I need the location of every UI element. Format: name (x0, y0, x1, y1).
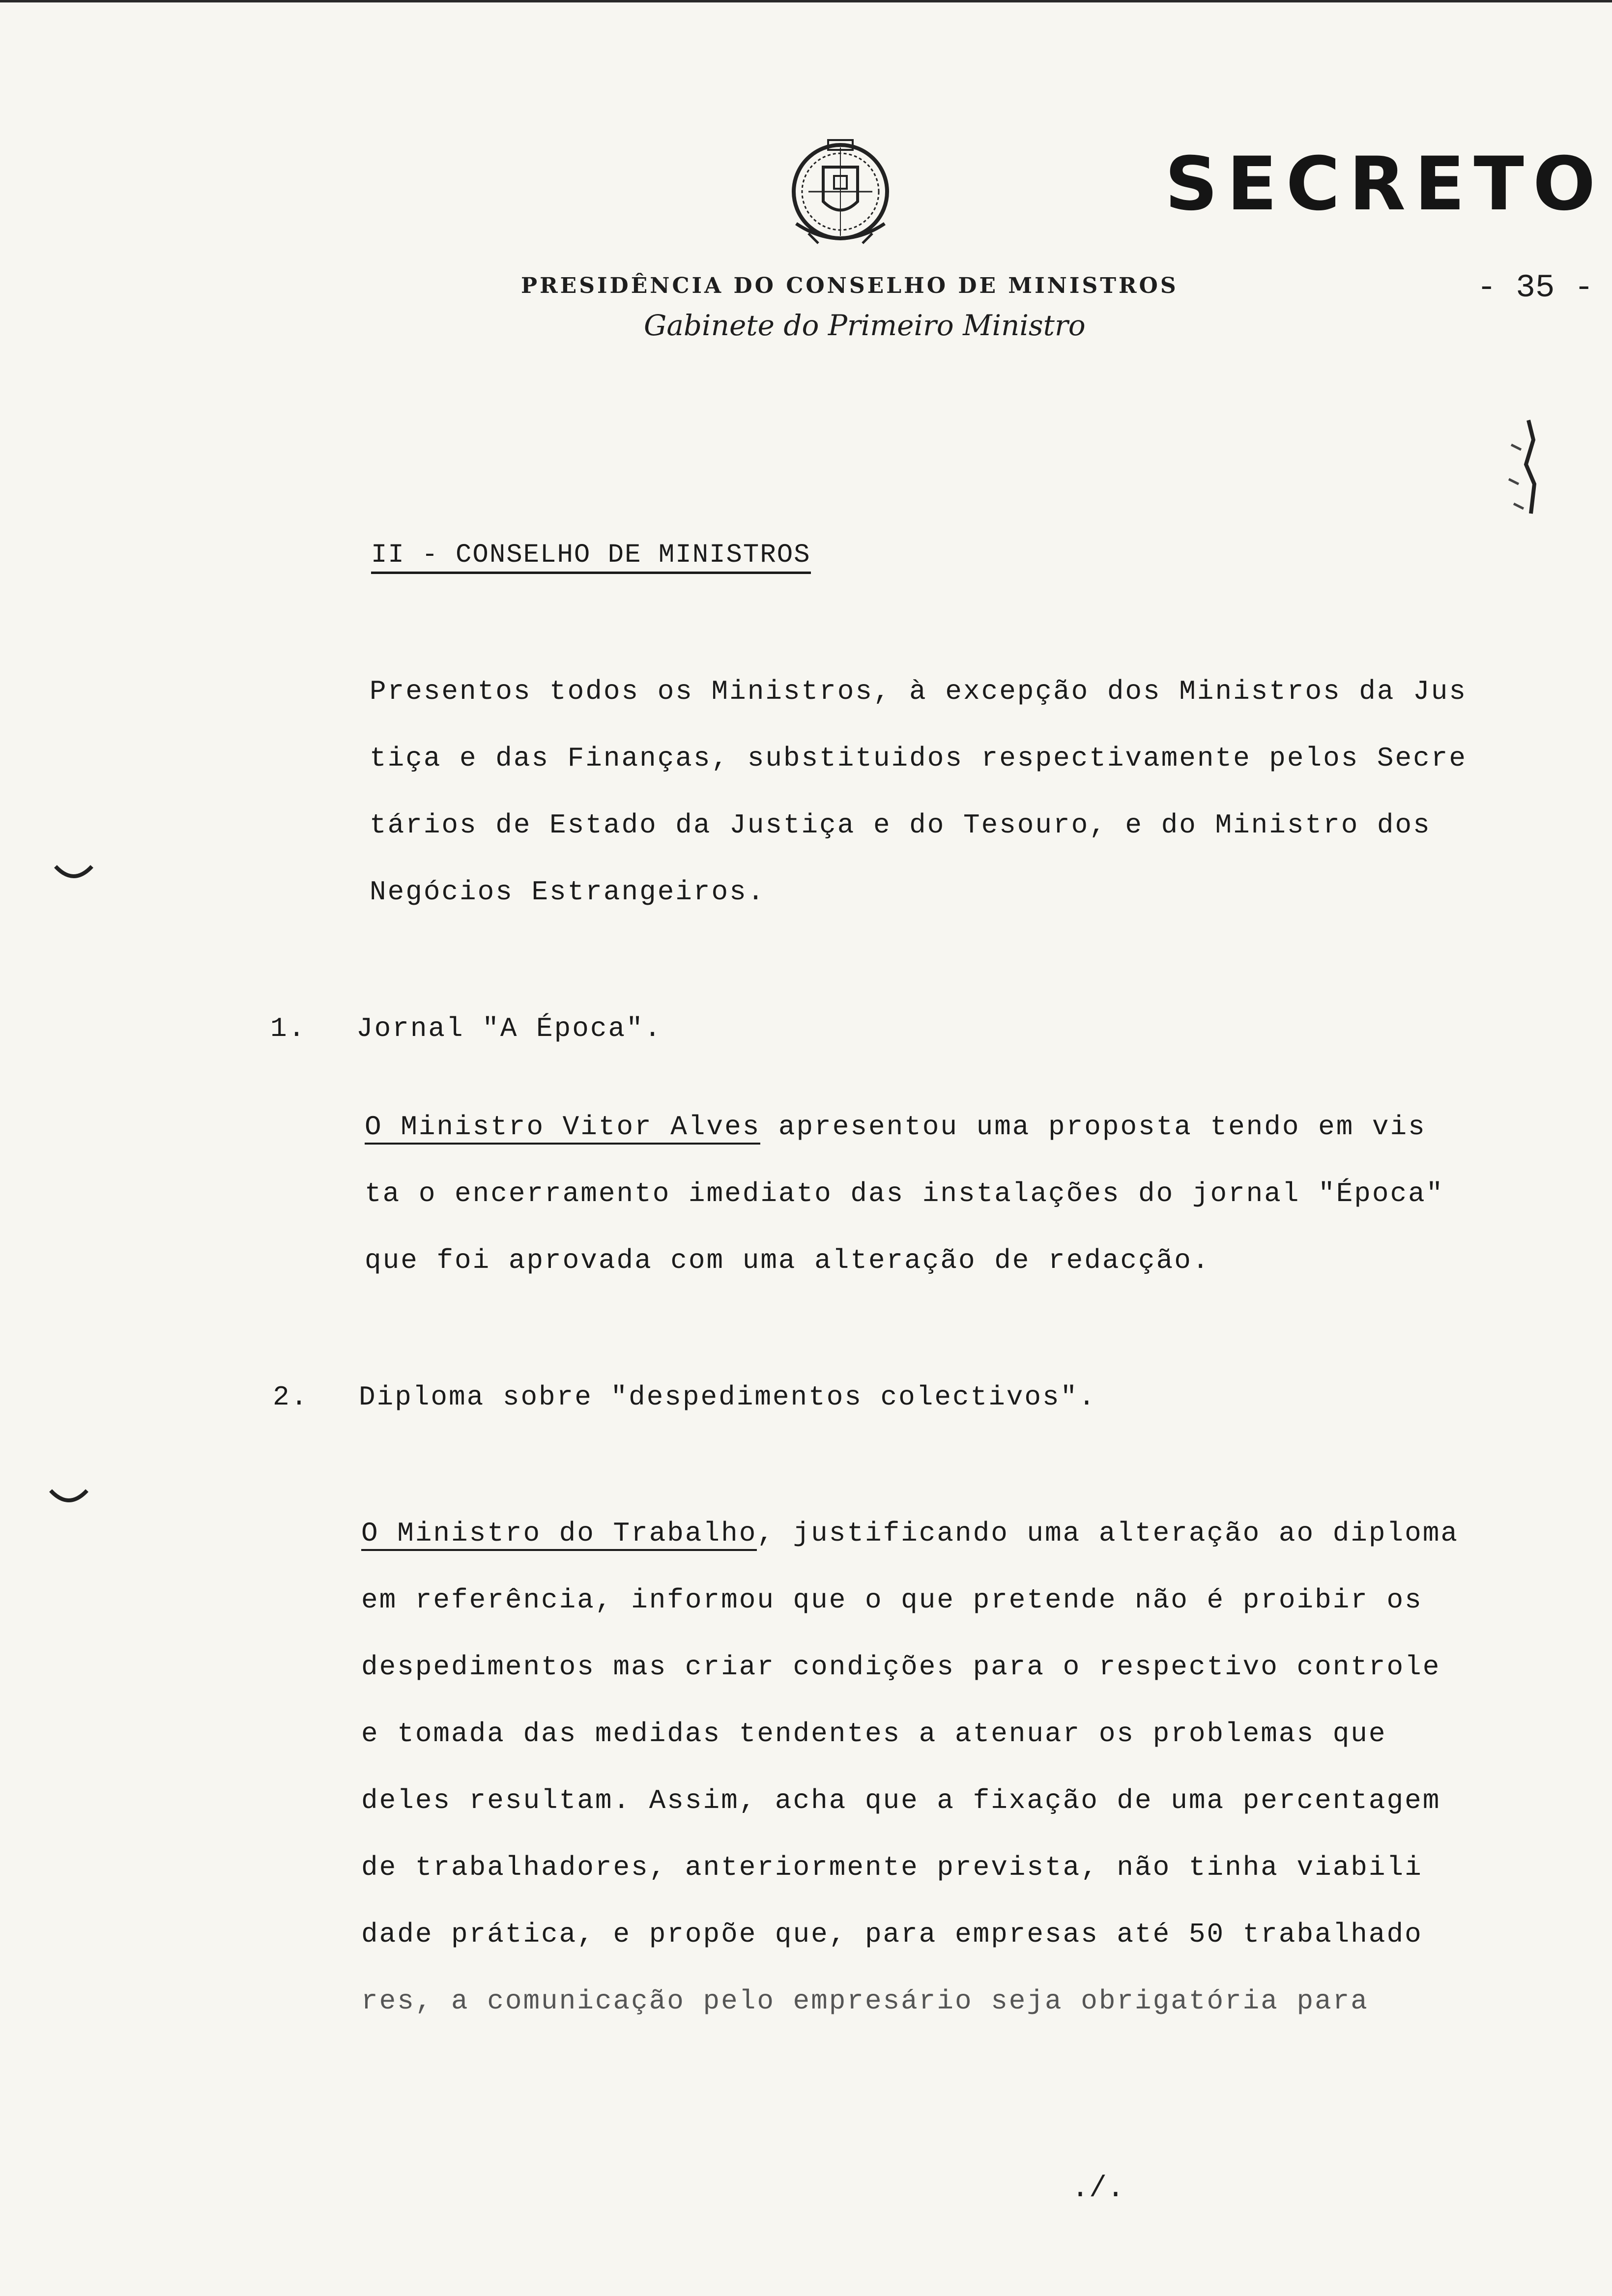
office-heading: PRESIDÊNCIA DO CONSELHO DE MINISTROS (521, 273, 1179, 298)
item-title: Jornal "A Época". (356, 1013, 662, 1044)
item-number: 1. (270, 1013, 307, 1044)
paragraph-line: O Ministro do Trabalho, justificando uma alteração ao diploma (361, 1516, 1467, 1583)
intro-paragraph (370, 674, 1475, 942)
paragraph-line: O Ministro Vitor Alves apresentou uma proposta tendo em vis (365, 1110, 1470, 1177)
continuation-mark: ./. (1071, 2172, 1125, 2206)
paragraph-line: ta o encerramento imediato das instalações do jornal "Época" (365, 1178, 1444, 1209)
paragraph-line: dade prática, e propõe que, para empresas até 50 trabalhado (361, 1919, 1423, 1950)
item-title: Diploma sobre "despedimentos colectivos". (359, 1381, 1096, 1413)
minister-name: O Ministro Vitor Alves (365, 1111, 760, 1145)
paragraph-line: Presentos todos os Ministros, à excepção dos Ministros da Jus (370, 676, 1467, 707)
margin-annotation-mark (1504, 410, 1548, 523)
paragraph-line: de trabalhadores, anteriormente prevista, não tinha viabili (361, 1852, 1423, 1883)
paragraph-line: tiça e das Finanças, substituidos respectivamente pelos Secre (370, 743, 1467, 774)
punch-hole-mark (52, 862, 96, 882)
paragraph-line: res, a comunicação pelo empresário seja obrigatória para (361, 1985, 1369, 2017)
cabinet-subheading: Gabinete do Primeiro Ministro (644, 309, 1086, 342)
paragraph-line: despedimentos mas criar condições para o respectivo controle (361, 1651, 1441, 1683)
minister-name: O Ministro do Trabalho (361, 1518, 757, 1551)
item-number: 2. (273, 1381, 309, 1413)
page-number: - 35 - (1477, 269, 1594, 306)
paragraph-line: Negócios Estrangeiros. (370, 876, 766, 908)
coat-of-arms-seal (779, 133, 902, 256)
agenda-item-2-body (361, 1516, 1467, 2051)
section-title: II - CONSELHO DE MINISTROS (371, 541, 811, 574)
paragraph-line: tários de Estado da Justiça e do Tesouro, e do Ministro dos (370, 809, 1431, 841)
paragraph-line: deles resultam. Assim, acha que a fixação de uma percentagem (361, 1785, 1441, 1816)
classification-stamp: SECRETO (1165, 142, 1605, 227)
paragraph-line: que foi aprovada com uma alteração de redacção. (365, 1245, 1210, 1276)
agenda-item-1-body (365, 1110, 1470, 1310)
paragraph-line: e tomada das medidas tendentes a atenuar os problemas que (361, 1718, 1387, 1750)
punch-hole-mark (47, 1487, 91, 1506)
top-edge-rule (0, 0, 1612, 2)
paragraph-line: em referência, informou que o que pretende não é proibir os (361, 1584, 1423, 1616)
